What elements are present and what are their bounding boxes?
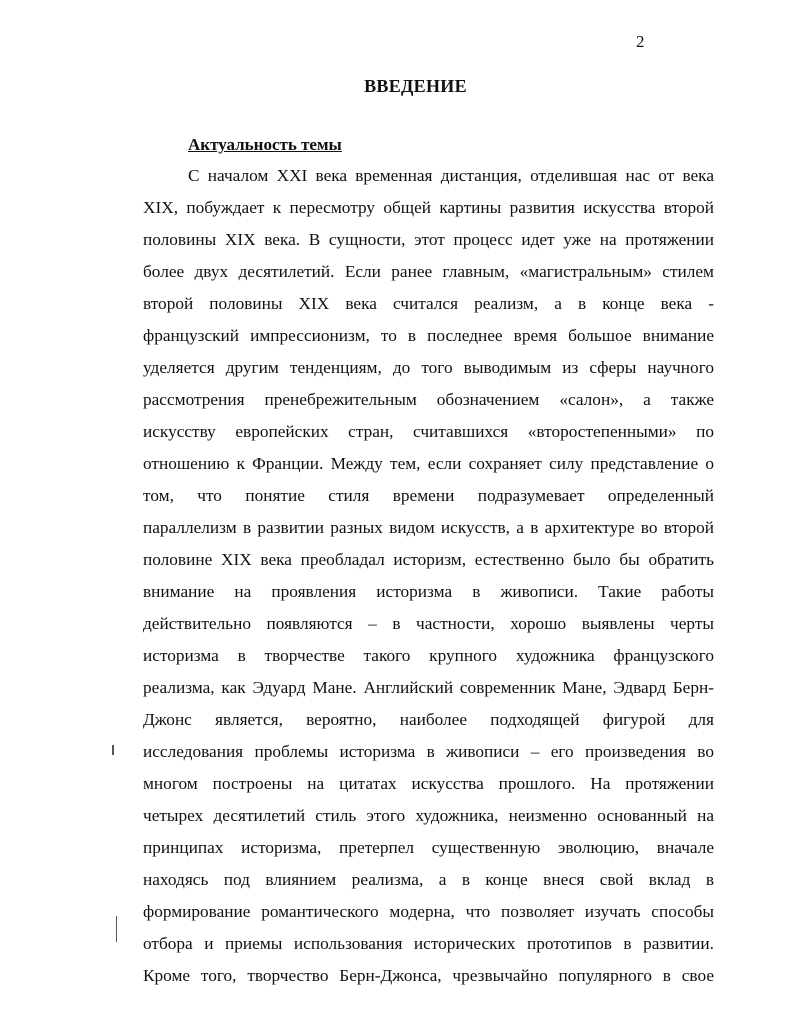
text-line: внимание на проявления историзма в живописи. Такие работы [143, 582, 714, 601]
text-line: том, что понятие стиля времени подразумевает определенный [143, 486, 714, 505]
subsection-heading: Актуальность темы [188, 135, 342, 154]
scan-mark [112, 745, 114, 755]
text-line: половины XIX века. В сущности, этот процесс идет уже на протяжении [143, 230, 714, 249]
scan-mark [116, 916, 117, 942]
text-line: находясь под влиянием реализма, а в конце внеся свой вклад в [143, 870, 714, 889]
section-heading: ВВЕДЕНИЕ [364, 76, 467, 96]
text-line: Джонс является, вероятно, наиболее подходящей фигурой для [143, 710, 714, 729]
text-line: реализма, как Эдуард Мане. Английский современник Мане, Эдвард Берн- [143, 678, 714, 697]
text-line: XIX, побуждает к пересмотру общей картины развития искусства второй [143, 198, 714, 217]
text-line: формирование романтического модерна, что позволяет изучать способы [143, 902, 714, 921]
text-line: искусству европейских стран, считавшихся «второстепенными» по [143, 422, 714, 441]
text-line: рассмотрения пренебрежительным обозначением «салон», а также [143, 390, 714, 409]
text-line: половине XIX века преобладал историзм, естественно было бы обратить [143, 550, 714, 569]
text-line: многом построены на цитатах искусства прошлого. На протяжении [143, 774, 714, 793]
text-line: четырех десятилетий стиль этого художника, неизменно основанный на [143, 806, 714, 825]
text-line: более двух десятилетий. Если ранее главным, «магистральным» стилем [143, 262, 714, 281]
text-line: уделяется другим тенденциям, до того выводимым из сферы научного [143, 358, 714, 377]
text-line: Кроме того, творчество Берн-Джонса, чрезвычайно популярного в свое [143, 966, 714, 985]
text-line: историзма в творчестве такого крупного художника французского [143, 646, 714, 665]
text-line: действительно появляются – в частности, хорошо выявлены черты [143, 614, 714, 633]
text-line: исследования проблемы историзма в живописи – его произведения во [143, 742, 714, 761]
text-line: С началом XXI века временная дистанция, отделившая нас от века [188, 166, 714, 185]
text-line: отношению к Франции. Между тем, если сохраняет силу представление о [143, 454, 714, 473]
text-line: отбора и приемы использования исторических прототипов в развитии. [143, 934, 714, 953]
text-line: принципах историзма, претерпел существенную эволюцию, вначале [143, 838, 714, 857]
text-line: французский импрессионизм, то в последнее время большое внимание [143, 326, 714, 345]
page-number: 2 [636, 32, 645, 51]
text-line: второй половины XIX века считался реализм, а в конце века - [143, 294, 714, 313]
text-line: параллелизм в развитии разных видом искусств, а в архитектуре во второй [143, 518, 714, 537]
